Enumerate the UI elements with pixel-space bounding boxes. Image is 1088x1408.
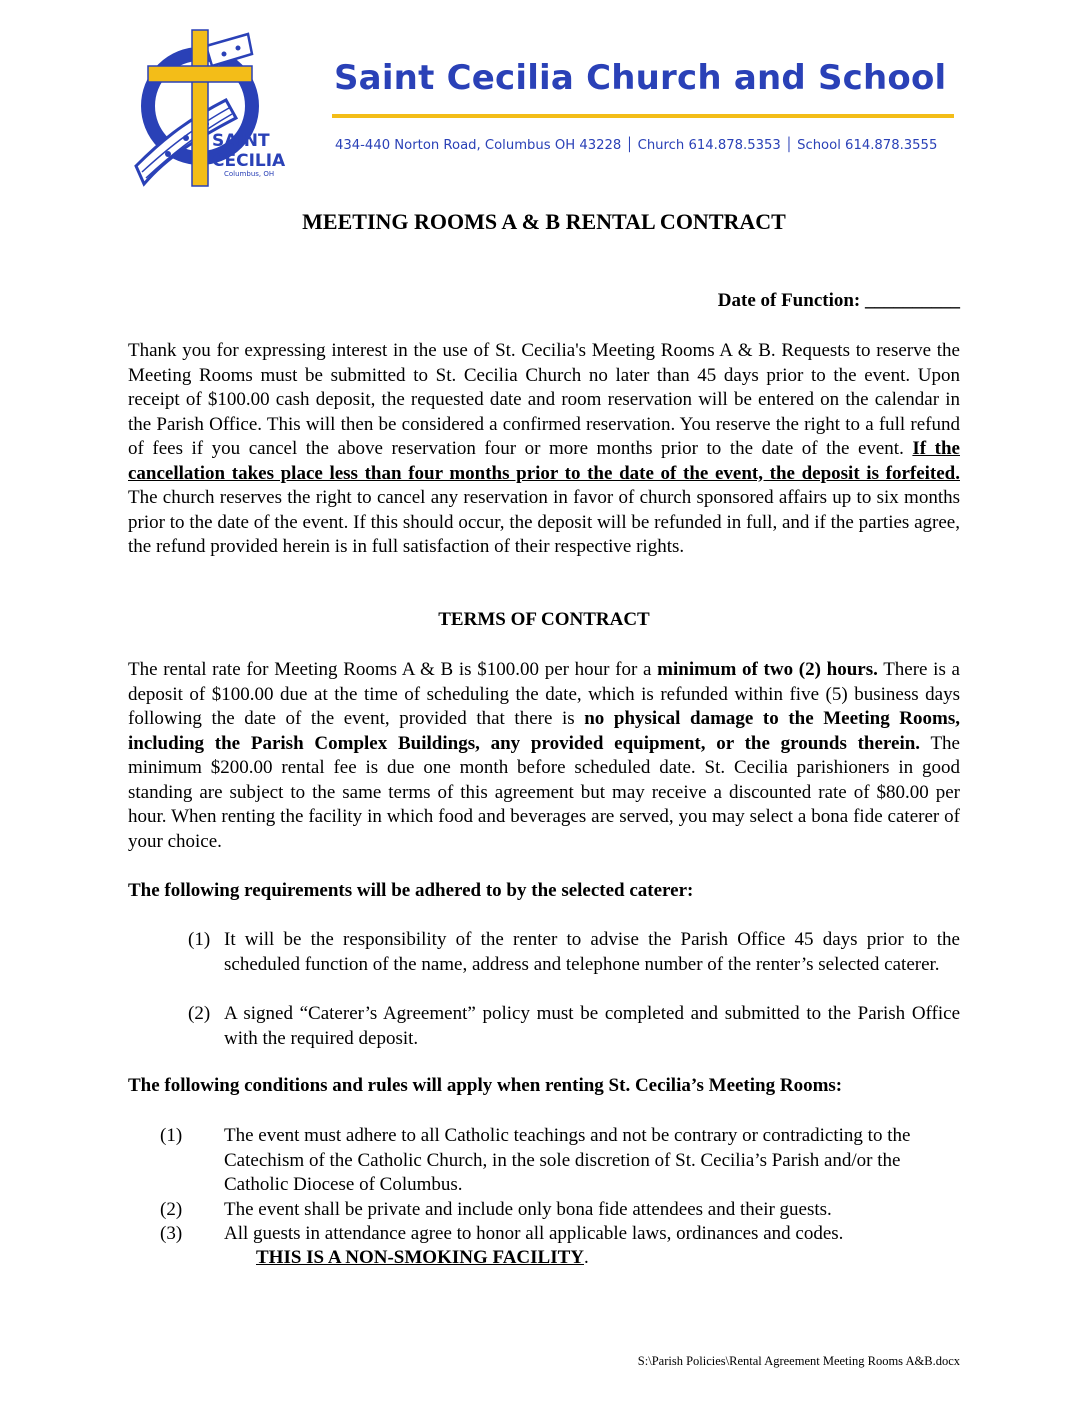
requirement-number: (2)	[188, 1003, 211, 1024]
rule-text: The event shall be private and include only bona fide attendees and their guests.	[224, 1199, 832, 1220]
requirement-text: It will be the responsibility of the renter to advise the Parish Office 45 days prior to the scheduled function of the name, address and telephone number of the renter’s selected caterer.	[224, 929, 960, 975]
rules-heading: The following conditions and rules will apply when renting St. Cecilia’s Meeting Rooms:	[128, 1075, 843, 1096]
requirement-text: A signed “Caterer’s Agreement” policy must be completed and submitted to the Parish Office with the required deposit.	[224, 1003, 960, 1049]
terms-paragraph	[128, 658, 960, 854]
cancellation-warning: If the cancellation takes place less than four months prior to the date of the event, the deposit is forfeited.	[128, 438, 960, 484]
caterer-requirement	[188, 1002, 960, 1051]
rule-number: (2)	[160, 1199, 183, 1220]
date-of-function-field: Date of Function: __________	[717, 290, 960, 311]
terms-damage-clause: no physical damage to the Meeting Rooms, including the Parish Complex Buildings, any provided equipment, or the grounds therein.	[128, 708, 960, 754]
logo-city: Columbus, OH	[224, 170, 275, 178]
rule-text: All guests in attendance agree to honor all applicable laws, ordinances and codes.	[224, 1223, 844, 1244]
rule-item	[160, 1198, 960, 1223]
rule-item	[160, 1124, 960, 1198]
rule-number: (1)	[160, 1125, 183, 1146]
terms-text-1: The rental rate for Meeting Rooms A & B is $100.00 per hour for a	[128, 659, 658, 680]
caterer-heading: The following requirements will be adhered to by the selected caterer:	[128, 880, 694, 901]
cross-logo-icon	[128, 26, 292, 204]
non-smoking-text: THIS IS A NON-SMOKING FACILITY	[256, 1247, 584, 1268]
requirement-number: (1)	[188, 929, 211, 950]
logo-line1: SAINT	[212, 131, 270, 151]
caterer-requirement	[188, 928, 960, 977]
contact-line: 434-440 Norton Road, Columbus OH 43228 │ Church 614.878.5353 │ School 614.878.3555	[335, 138, 938, 153]
document-title: MEETING ROOMS A & B RENTAL CONTRACT	[302, 209, 786, 234]
footer-file-path: S:\Parish Policies\Rental Agreement Meeting Rooms A&B.docx	[637, 1354, 960, 1368]
rule-text: The event must adhere to all Catholic teachings and not be contrary or contradicting to the Catechism of the Catholic Church, in the sole discretion of St. Cecilia’s Parish and/or the Catholic Diocese of Columbus.	[224, 1125, 911, 1195]
letterhead-divider	[332, 114, 954, 118]
intro-paragraph	[128, 339, 960, 560]
terms-text-2: There is a deposit of $100.00 due at the time of scheduling the date, which is refunded within five (5) business days following the date of the event, provided that there is	[128, 659, 960, 729]
terms-title: TERMS OF CONTRACT	[438, 609, 650, 630]
logo-line2: CECILIA	[212, 151, 286, 171]
rule-item	[160, 1222, 960, 1247]
rule-number: (3)	[160, 1223, 183, 1244]
organization-name: Saint Cecilia Church and School	[334, 58, 947, 98]
non-smoking-notice: THIS IS A NON-SMOKING FACILITY.	[256, 1247, 589, 1268]
terms-text-3: The minimum $200.00 rental fee is due one month before scheduled date. St. Cecilia parishioners in good standing are subject to the same terms of this agreement but may receive a discounted rate of $80.00 per hour. When renting the facility in which food and beverages are served, you may select a bona fide caterer of your choice.	[128, 732, 960, 852]
terms-minimum-hours: minimum of two (2) hours.	[657, 659, 878, 680]
intro-text-2: The church reserves the right to cancel any reservation in favor of church sponsored affairs up to six months prior to the date of the event. If this should occur, the deposit will be refunded in full, and if the parties agree, the refund provided herein is in full satisfaction of their respective rights.	[128, 487, 960, 557]
parish-logo	[128, 26, 292, 204]
intro-text-1: Thank you for expressing interest in the use of St. Cecilia's Meeting Rooms A & B. Requests to reserve the Meeting Rooms must be submitted to St. Cecilia Church no later than 45 days prior to the event. Upon receipt of $100.00 cash deposit, the requested date and room reservation will be entered on the calendar in the Parish Office. This will then be considered a confirmed reservation. You reserve the right to a full refund of fees if you cancel the above reservation four or more months prior to the date of the event.	[128, 340, 960, 459]
